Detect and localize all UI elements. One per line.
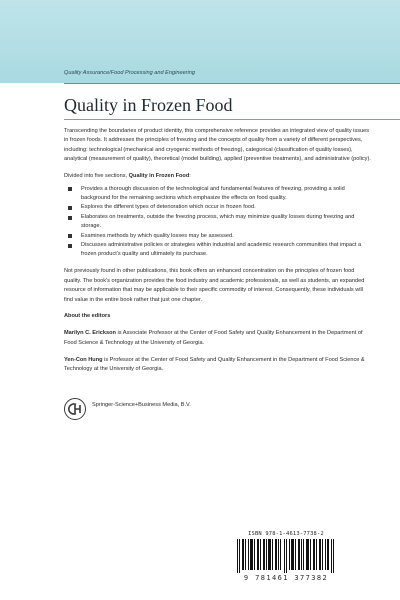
list-item: Discusses administrative policies or strategies within industrial and academic research communities that impact a frozen product's quality and ultimately its purchase. xyxy=(64,241,372,260)
sections-lead: Divided into five sections, xyxy=(64,173,129,180)
barcode xyxy=(229,528,343,584)
publisher-block xyxy=(64,398,191,420)
publisher-name: Springer-Science+Business Media, B.V. xyxy=(92,401,191,408)
top-banner xyxy=(0,0,400,83)
title-rule xyxy=(64,119,400,120)
description xyxy=(64,127,372,382)
editor-2 xyxy=(64,356,372,375)
springer-logo-icon xyxy=(64,398,86,420)
isbn-number: ISBN 978-1-4613-7738-2 xyxy=(248,531,324,537)
sections-title: Quality in Frozen Food xyxy=(128,173,190,180)
series-label: Quality Assurance/Food Processing and Engineering xyxy=(64,70,196,76)
list-item: Provides a thorough discussion of the technological and fundamental features of freezing, providing a solid background for the remaining sections which emphasize the effects on food quality. xyxy=(64,185,372,204)
section-list xyxy=(64,185,372,260)
intro-paragraph: Transcending the boundaries of product identity, this comprehensive reference provides an integrated view of quality issues in frozen foods. It addresses the principles of freezing and the concepts of quality from a variety of different perspectives, including: technological (mechanical and cryogenic methods of freezing), categorical (classification of quality losses), analytical (measurement of quality), theoretical (model building), applied (preventive treatments), and administrative (policy). xyxy=(64,128,371,163)
banner-rule xyxy=(64,83,400,84)
editor-name: Yen-Con Hung xyxy=(64,356,103,363)
editor-bio: is Professor at the Center of Food Safety and Quality Enhancement in the Department of Food Science & Technology at the University of Georgia. xyxy=(64,356,365,373)
sections-intro xyxy=(64,172,372,181)
barcode-digits: 9 781461 377382 xyxy=(243,574,329,582)
barcode-bars-icon xyxy=(237,539,335,573)
list-item: Explores the different types of deterioration which occur in frozen food. xyxy=(64,203,372,212)
closing-paragraph: Not previously found in other publications, this book offers an enhanced concentration on the principles of frozen food quality. The book's organization provides the food industry and academic professionals, as well as students, an expanded resource of information that may be applicable to their specific commodity of interest. Consequently, these individuals will find value in the entire book rather that just one chapter. xyxy=(64,268,365,303)
editor-name: Marilyn C. Erickson xyxy=(64,330,116,337)
book-title: Quality in Frozen Food xyxy=(64,95,233,115)
list-item: Examines methods by which quality losses may be assessed. xyxy=(64,232,372,241)
about-heading: About the editors xyxy=(64,313,111,320)
editor-1 xyxy=(64,329,372,348)
editor-bio: is Associate Professor at the Center of Food Safety and Quality Enhancement in the Department of Food Science & Technology at the University of Georgia. xyxy=(64,330,363,346)
list-item: Elaborates on treatments, outside the freezing process, which may minimize quality losses during freezing and storage. xyxy=(64,213,372,232)
sections-colon: : xyxy=(189,173,191,180)
